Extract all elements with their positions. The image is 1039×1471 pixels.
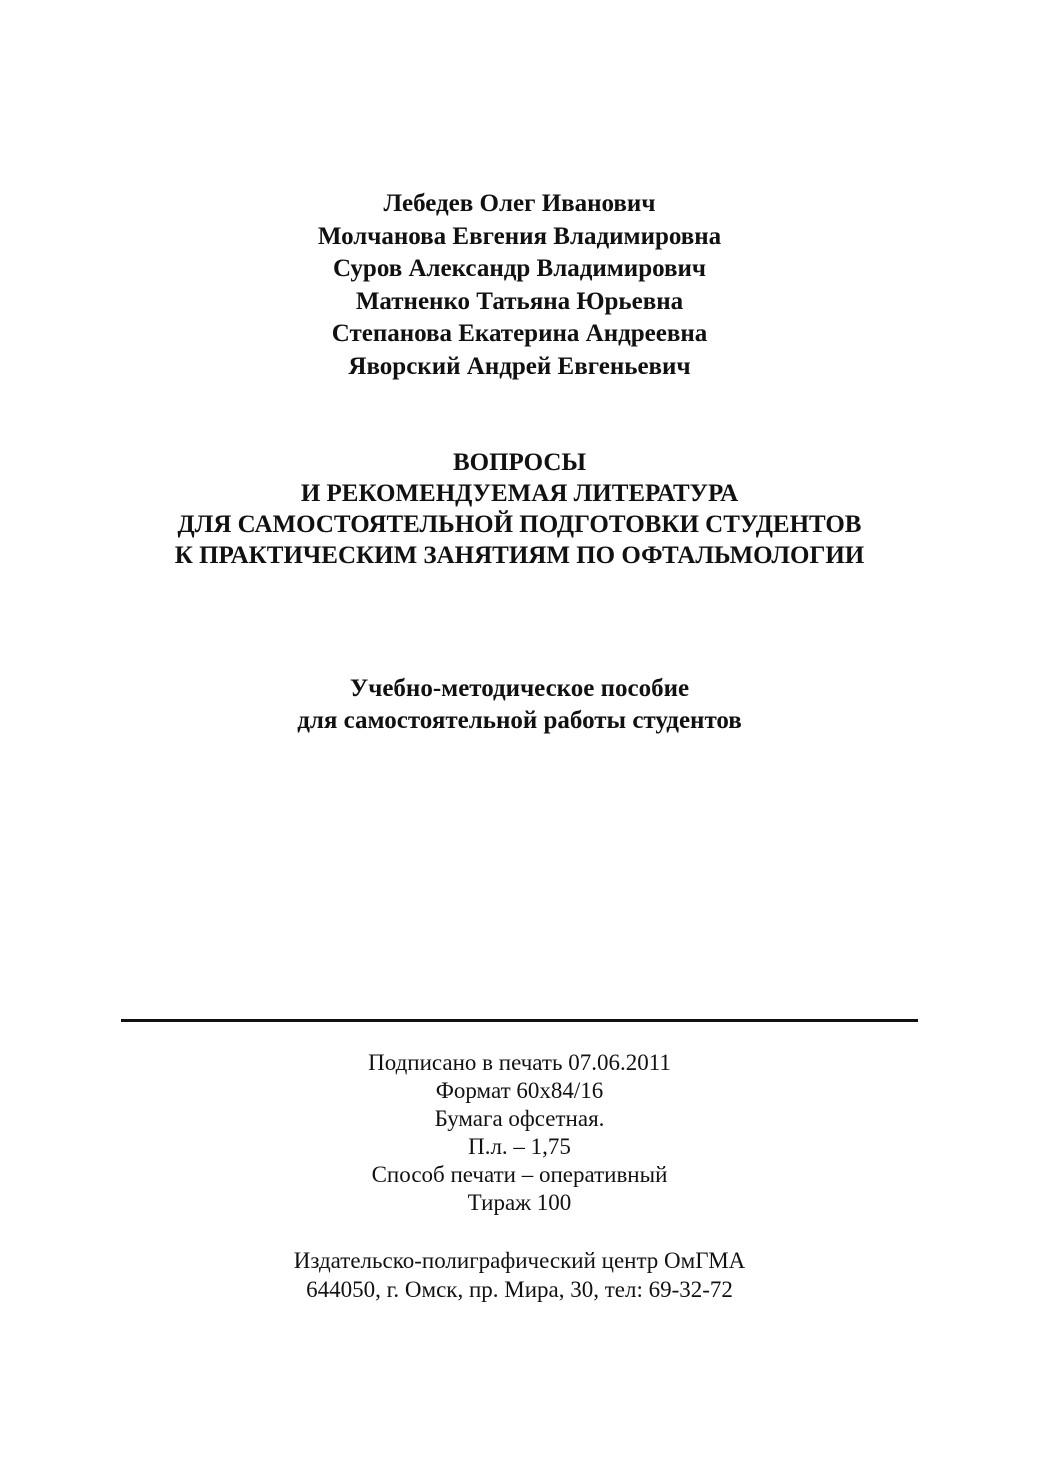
title-line: ВОПРОСЫ bbox=[452, 449, 587, 476]
horizontal-divider bbox=[121, 1019, 918, 1022]
authors-list bbox=[0, 188, 1039, 383]
print-method: Способ печати – оперативный bbox=[371, 1162, 668, 1187]
paper-format: Формат 60x84/16 bbox=[435, 1078, 604, 1103]
document-subtitle bbox=[0, 673, 1039, 737]
paper-type: Бумага офсетная. bbox=[434, 1106, 605, 1131]
publisher-info bbox=[0, 1246, 1039, 1304]
title-line: ДЛЯ САМОСТОЯТЕЛЬНОЙ ПОДГОТОВКИ СТУДЕНТОВ bbox=[177, 511, 862, 538]
publisher-address: 644050, г. Омск, пр. Мира, 30, тел: 69-32-72 bbox=[306, 1277, 733, 1302]
document-title bbox=[0, 447, 1039, 571]
author-name: Матненко Татьяна Юрьевна bbox=[355, 287, 684, 315]
print-run: Тираж 100 bbox=[467, 1190, 572, 1215]
subtitle-line: Учебно-методическое пособие bbox=[349, 675, 690, 702]
author-name: Лебедев Олег Иванович bbox=[383, 190, 656, 217]
publisher-name: Издательско-полиграфический центр ОмГМА bbox=[293, 1248, 746, 1273]
author-name: Степанова Екатерина Андреевна bbox=[331, 320, 708, 347]
imprint-info bbox=[0, 1049, 1039, 1217]
author-name: Суров Александр Владимирович bbox=[333, 255, 706, 282]
author-name: Молчанова Евгения Владимировна bbox=[317, 222, 722, 250]
title-line: К ПРАКТИЧЕСКИМ ЗАНЯТИЯМ ПО ОФТАЛЬМОЛОГИИ bbox=[174, 542, 865, 569]
signed-date: Подписано в печать 07.06.2011 bbox=[368, 1050, 671, 1075]
subtitle-line: для самостоятельной работы студентов bbox=[297, 707, 742, 734]
author-name: Яворский Андрей Евгеньевич bbox=[348, 352, 691, 380]
printed-sheets: П.л. – 1,75 bbox=[468, 1134, 571, 1159]
title-line: И РЕКОМЕНДУЕМАЯ ЛИТЕРАТУРА bbox=[300, 480, 739, 507]
